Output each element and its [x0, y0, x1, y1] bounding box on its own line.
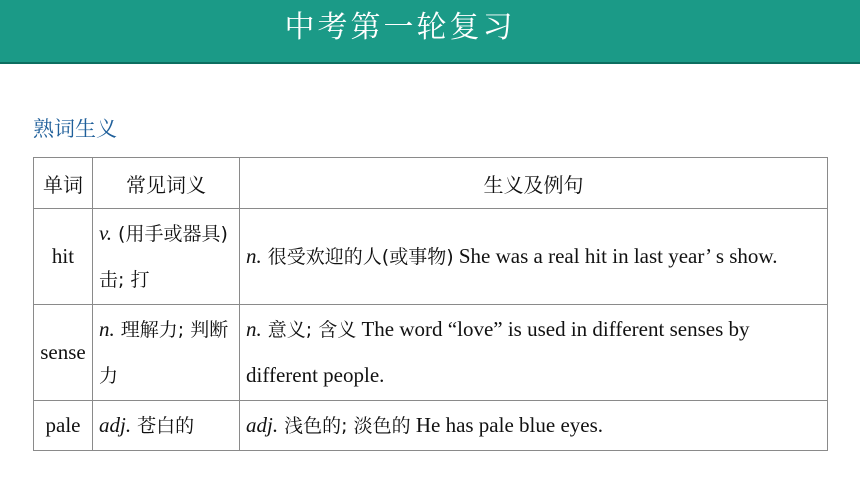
- example-sentence: The word “love” is used in different senses by different people.: [246, 317, 750, 387]
- section-heading: 熟词生义: [33, 117, 117, 141]
- part-of-speech: adj.: [99, 412, 132, 437]
- table-row: [34, 401, 828, 451]
- meaning-text: 苍白的: [131, 414, 195, 437]
- part-of-speech: adj.: [246, 412, 279, 437]
- word-cell: hit: [34, 209, 93, 305]
- new-meaning-cell: [240, 401, 828, 451]
- example-sentence: She was a real hit in last year’ s show.: [453, 243, 778, 268]
- common-meaning-cell: [93, 401, 240, 451]
- meaning-text: 理解力; 判断力: [99, 318, 229, 387]
- common-meaning-cell: [93, 209, 240, 305]
- title-banner: [0, 0, 860, 64]
- table-header-row: [34, 158, 828, 209]
- part-of-speech: n.: [246, 243, 262, 268]
- table-row: [34, 305, 828, 401]
- word-cell: sense: [34, 305, 93, 401]
- part-of-speech: n.: [246, 317, 262, 341]
- header-common-meaning: 常见词义: [93, 158, 240, 209]
- banner-title: 中考第一轮复习: [284, 10, 516, 45]
- meaning-text: 浅色的; 淡色的: [278, 414, 411, 437]
- part-of-speech: v.: [99, 220, 113, 245]
- part-of-speech: n.: [99, 316, 115, 341]
- word-cell: pale: [34, 401, 93, 451]
- new-meaning-cell: [240, 305, 828, 401]
- common-meaning-cell: [93, 305, 240, 401]
- table-row: [34, 209, 828, 305]
- meaning-text: 意义; 含义: [261, 319, 357, 341]
- header-new-meaning-example: 生义及例句: [240, 158, 828, 209]
- new-meaning-cell: [240, 209, 828, 305]
- meaning-text: 很受欢迎的人(或事物): [261, 245, 454, 268]
- example-sentence: He has pale blue eyes.: [410, 412, 604, 437]
- vocabulary-table: [33, 157, 828, 451]
- header-word: 单词: [34, 158, 93, 209]
- meaning-text: (用手或器具) 击; 打: [99, 222, 228, 291]
